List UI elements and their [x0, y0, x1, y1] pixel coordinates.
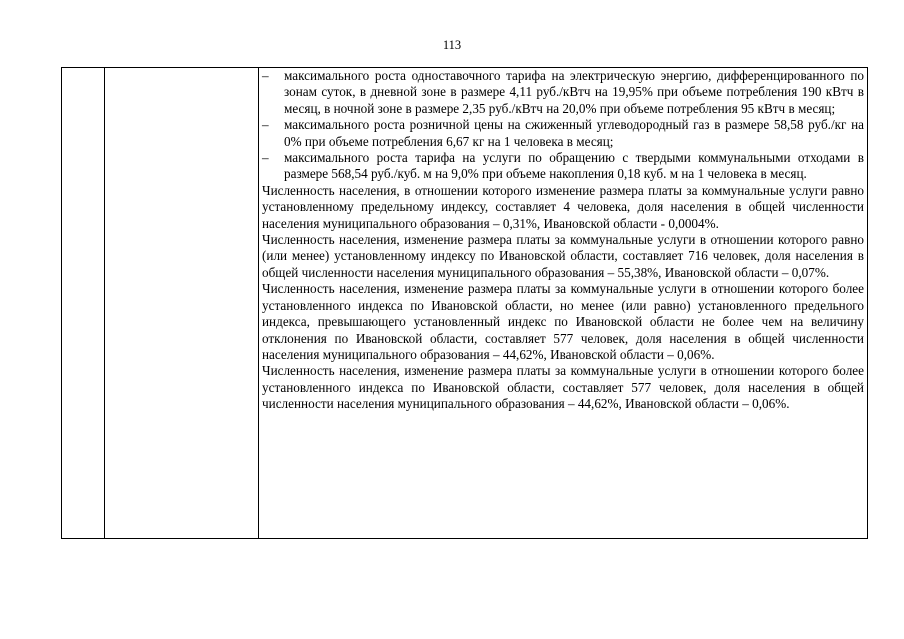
paragraph: Численность населения, в отношении которого изменение размера платы за коммунальные услуги равно установленному предельному индексу, составляет 4 человека, доля населения в общей численности населения муниципального образования – 0,31%, Ивановской области - 0,0004%. — [262, 182, 864, 231]
bullet-dash: – — [262, 117, 269, 133]
table-cell-name — [105, 68, 259, 539]
bullet-item — [262, 117, 864, 150]
bullet-dash: – — [262, 150, 269, 166]
bullet-text: максимального роста одноставочного тарифа на электрическую энергию, дифференцированного по зонам суток, в дневной зоне в размере 4,11 руб./кВтч на 19,95% при объеме потребления 190 кВтч в месяц, в ночной зоне в размере 2,35 руб./кВтч на 20,0% при объеме потребления 95 кВтч в месяц; — [284, 68, 864, 116]
document-table — [61, 67, 868, 539]
page-number: 113 — [442, 38, 462, 52]
bullet-text: максимального роста тарифа на услуги по обращению с твердыми коммунальными отходами в размере 568,54 руб./куб. м на 9,0% при объеме накопления 0,18 куб. м на 1 человека в месяц. — [284, 150, 864, 182]
bullet-dash: – — [262, 68, 269, 83]
bullet-text: максимального роста розничной цены на сжиженный углеводородный газ в размере 58,58 руб./кг на 0% при объеме потребления 6,67 кг на 1 человека в месяц; — [284, 117, 864, 149]
table-cell-number — [62, 68, 105, 539]
bullet-item — [262, 150, 864, 183]
table-row — [62, 68, 868, 539]
paragraph: Численность населения, изменение размера платы за коммунальные услуги в отношении которого более установленного индекса по Ивановской области, но менее (или равно) установленного предельного индекса, превышающего установленный индекс по Ивановской области не более чем на величину отклонения по Ивановской области, составляет 577 человек, доля населения в общей численности населения муниципального образования – 44,62%, Ивановской области – 0,06%. — [262, 281, 864, 362]
table-cell-content — [259, 68, 868, 539]
bullet-item — [262, 68, 864, 117]
paragraph: Численность населения, изменение размера платы за коммунальные услуги в отношении которого равно (или менее) установленному индексу по Ивановской области, составляет 716 человек, доля населения в общей численности населения муниципального образования – 55,38%, Ивановской области – 0,07%. — [262, 232, 864, 280]
paragraph: Численность населения, изменение размера платы за коммунальные услуги в отношении которого более установленного индекса по Ивановской области, составляет 577 человек, доля населения в общей численности населения муниципального образования – 44,62%, Ивановской области – 0,06%. — [262, 363, 864, 412]
